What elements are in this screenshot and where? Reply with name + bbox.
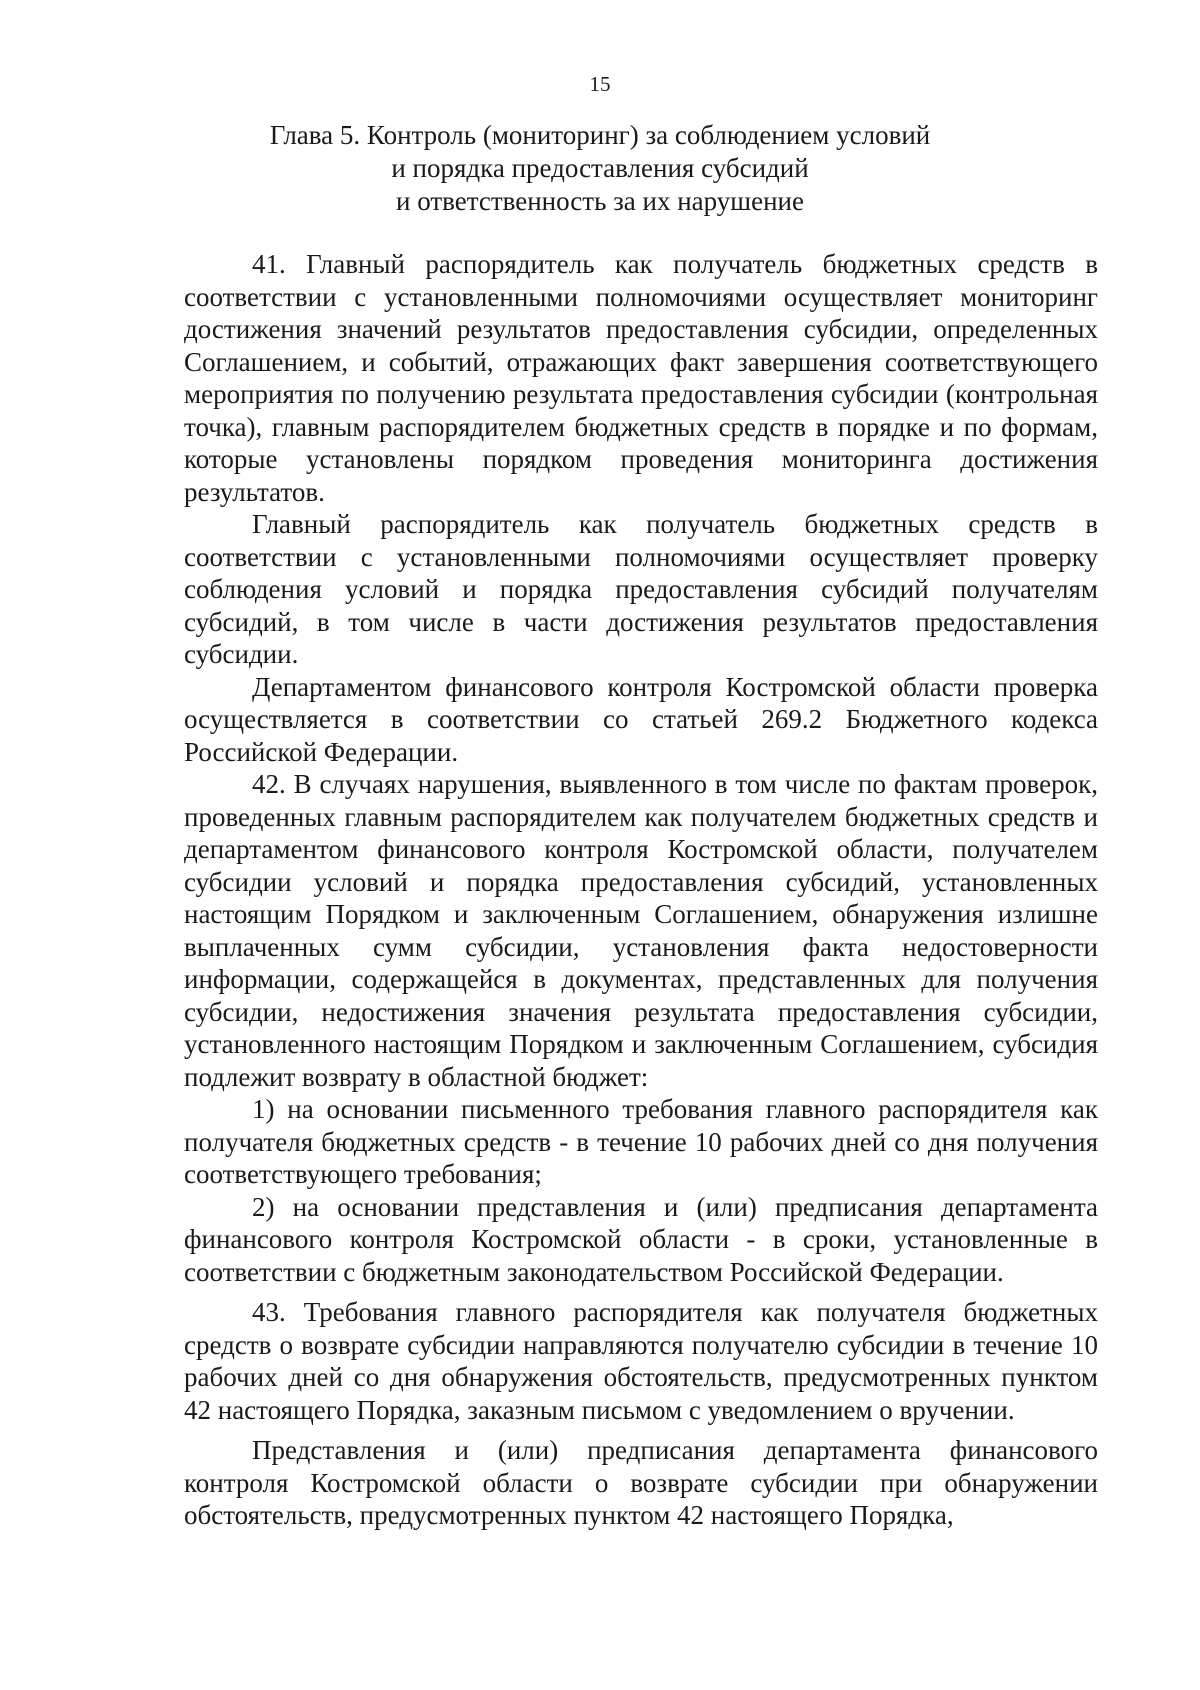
chapter-title-line: и ответственность за их нарушение (396, 186, 804, 216)
page-number: 15 (589, 72, 611, 96)
paragraph: Департаментом финансового контроля Костромской области проверка осуществляется в соответствии со статьей 269.2 Бюджетного кодекса Российской Федерации. (184, 671, 1098, 767)
paragraph-41: 41. Главный распорядитель как получатель бюджетных средств в соответствии с установленными полномочиями осуществляет мониторинг достижения значений результатов предоставления субсидии, определенных Соглашением, и событий, отражающих факт завершения соответствующего мероприятия по получению результата предоставления субсидии (контрольная точка), главным распорядителем бюджетных средств в порядке и по формам, которые установлены порядком проведения мониторинга достижения результатов. (184, 249, 1098, 507)
paragraph: Представления и (или) предписания департамента финансового контроля Костромской области о возврате субсидии при обнаружении обстоятельств, предусмотренных пунктом 42 настоящего Порядка, (184, 1435, 1098, 1530)
chapter-title (0, 119, 1200, 218)
chapter-title-line: Глава 5. Контроль (мониторинг) за соблюдением условий (269, 120, 931, 150)
document-body (184, 248, 1098, 1532)
list-item-2: 2) на основании представления и (или) предписания департамента финансового контроля Костромской области - в сроки, установленные в соответствии с бюджетным законодательством Российской Федерации. (184, 1191, 1098, 1287)
list-item-1: 1) на основании письменного требования главного распорядителя как получателя бюджетных средств - в течение 10 рабочих дней со дня получения соответствующего требования; (184, 1094, 1098, 1189)
paragraph: Главный распорядитель как получатель бюджетных средств в соответствии с установленными полномочиями осуществляет проверку соблюдения условий и порядка предоставления субсидий получателям субсидий, в том числе в части достижения результатов предоставления субсидии. (184, 509, 1098, 669)
paragraph-43: 43. Требования главного распорядителя как получателя бюджетных средств о возврате субсидии направляются получателю субсидии в течение 10 рабочих дней со дня обнаружения обстоятельств, предусмотренных пунктом 42 настоящего Порядка, заказным письмом с уведомлением о вручении. (184, 1297, 1098, 1425)
paragraph-42: 42. В случаях нарушения, выявленного в том числе по фактам проверок, проведенных главным распорядителем как получателем бюджетных средств и департаментом финансового контроля Костромской области, получателем субсидии условий и порядка предоставления субсидий, установленных настоящим Порядком и заключенным Соглашением, обнаружения излишне выплаченных сумм субсидии, установления факта недостоверности информации, содержащейся в документах, представленных для получения субсидии, недостижения значения результата предоставления субсидии, установленного настоящим Порядком и заключенным Соглашением, субсидия подлежит возврату в областной бюджет: (184, 769, 1098, 1092)
chapter-title-line: и порядка предоставления субсидий (391, 153, 809, 183)
